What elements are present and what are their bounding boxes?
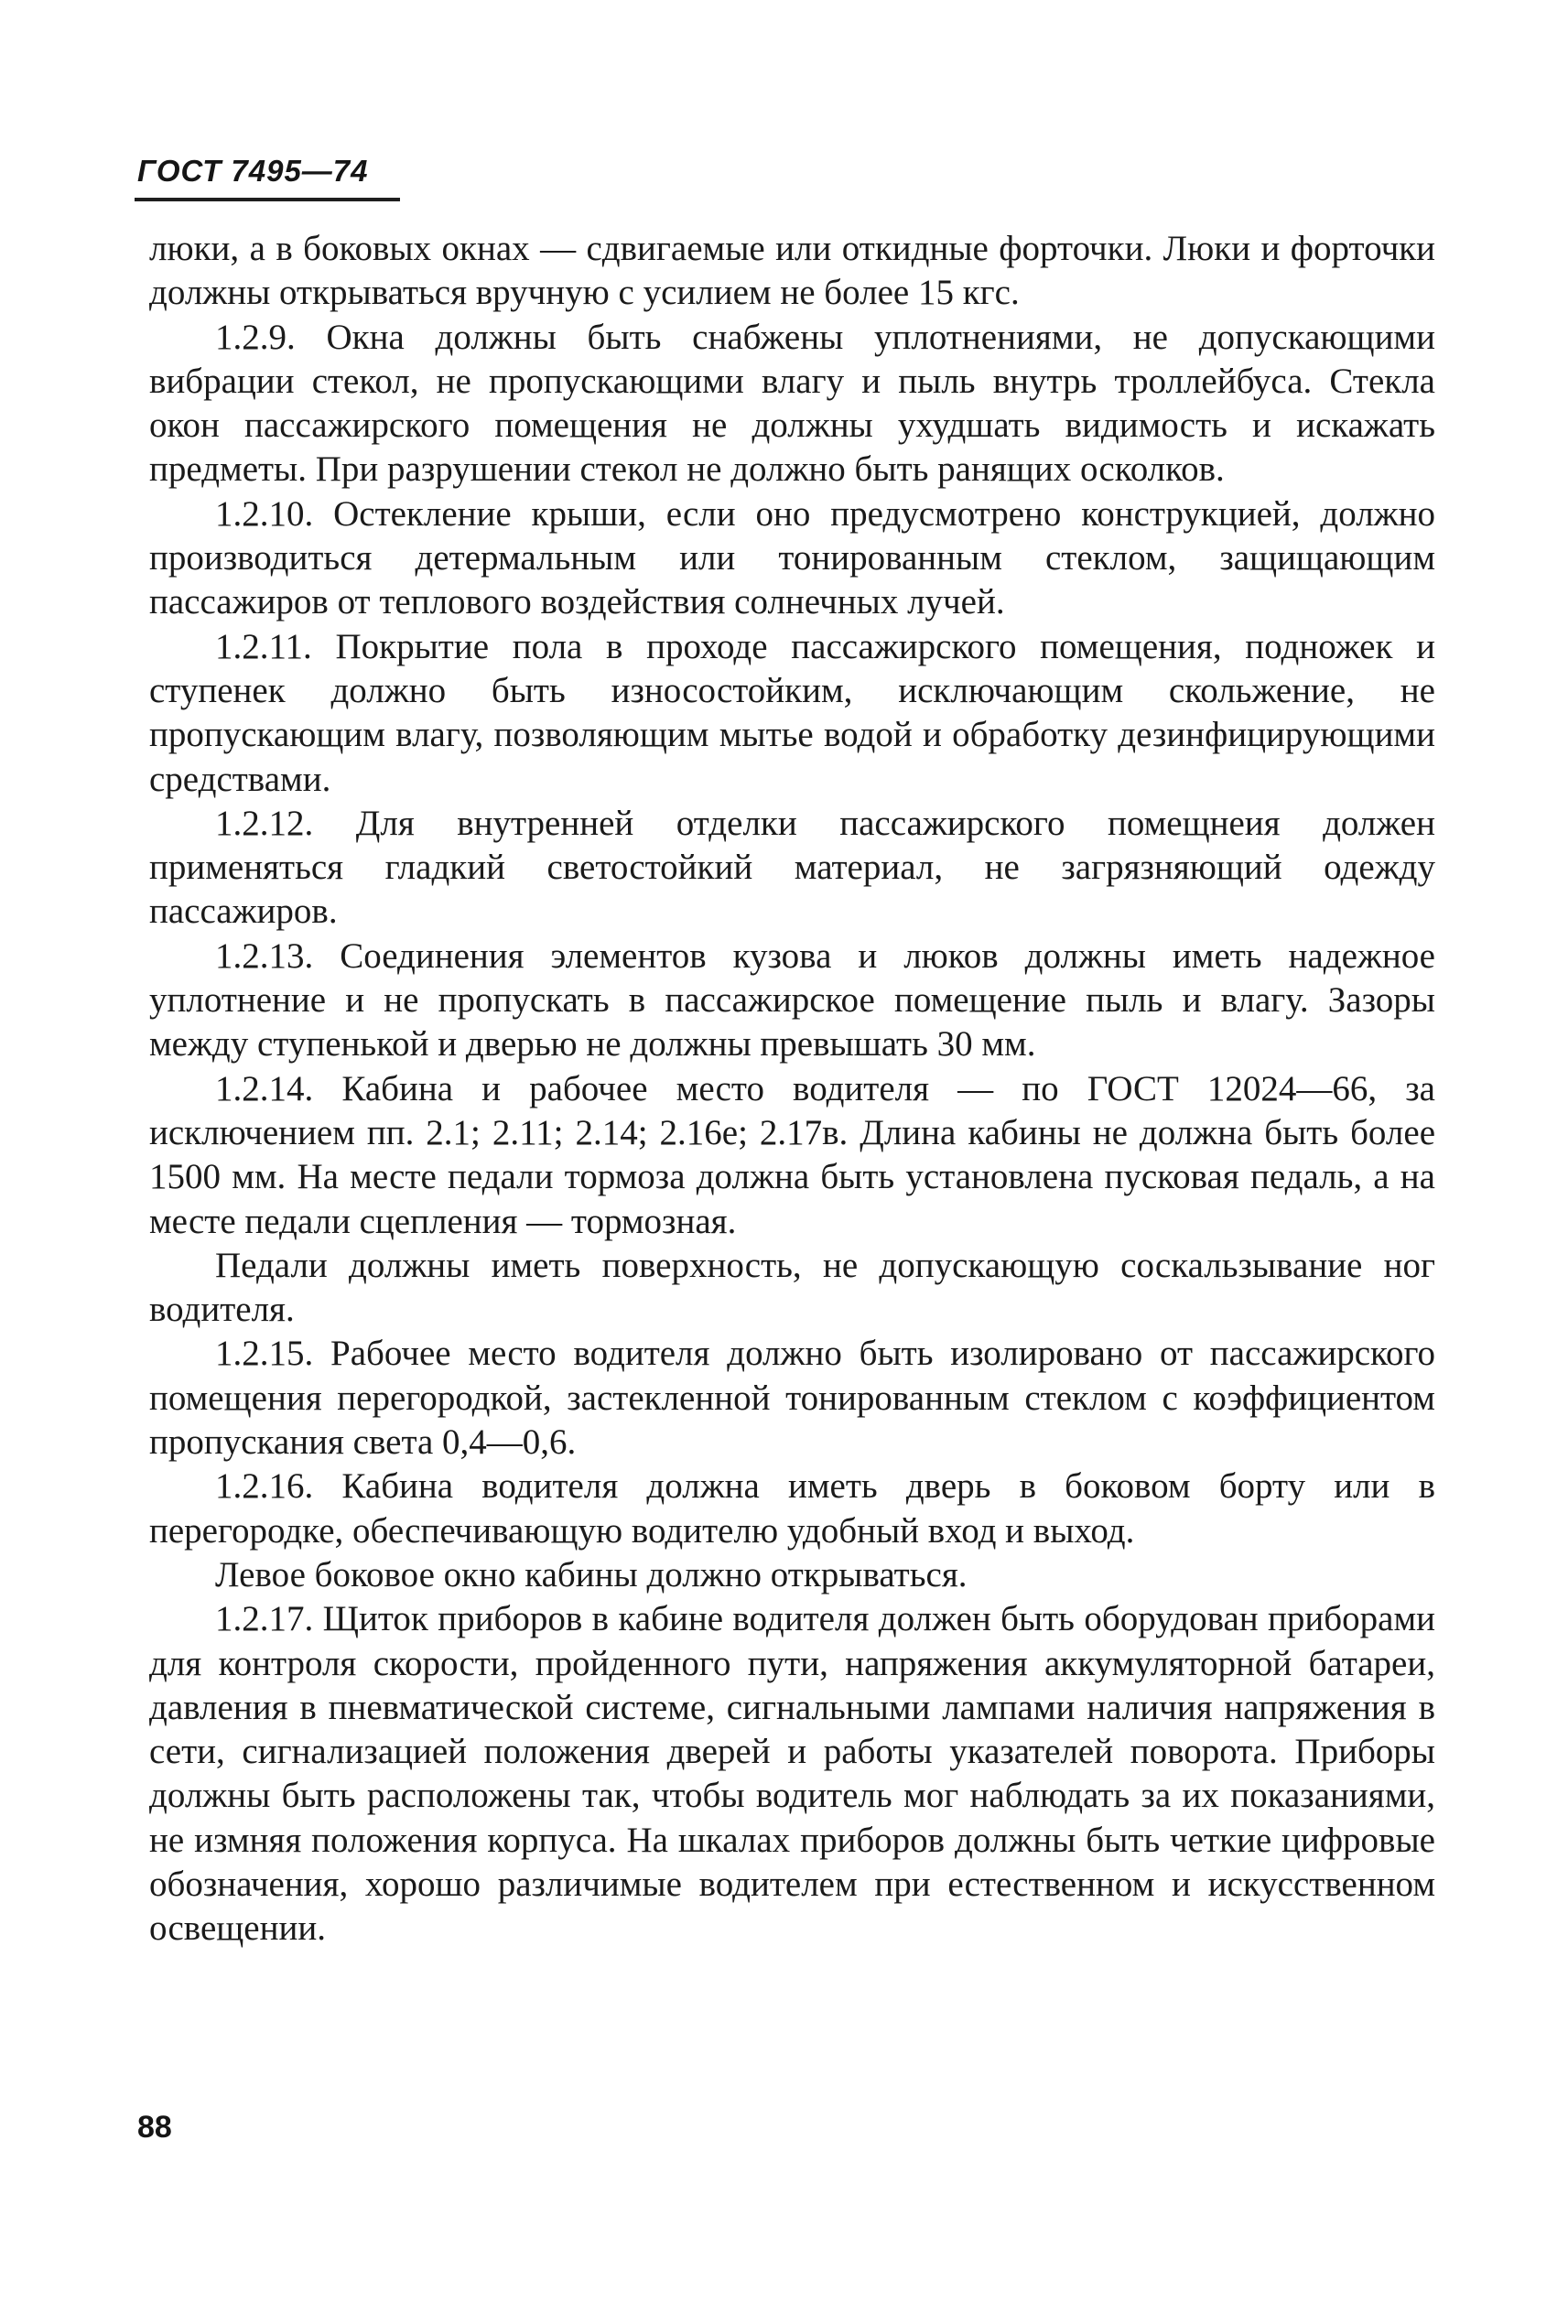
document-body (149, 227, 1435, 1951)
paragraph-1-2-14: 1.2.14. Кабина и рабочее место водителя — по ГОСТ 12024—66, за исключением пп. 2.1; 2.11; 2.14; 2.16е; 2.17в. Длина кабины не должна быть более 1500 мм. На месте педали тормоза должна быть установлена пусковая педаль, а на месте педали сцепления — тормозная. (149, 1068, 1435, 1241)
paragraph-1-2-10: 1.2.10. Остекление крыши, если оно предусмотрено конструкцией, должно производиться детермальным или тонированным стеклом, защищающим пассажиров от теплового воздействия солнечных лучей. (149, 493, 1435, 622)
paragraph-pedals: Педали должны иметь поверхность, не допускающую соскальзывание ног водителя. (149, 1245, 1435, 1330)
paragraph-continuation: люки, а в боковых окнах — сдвигаемые или откидные форточки. Люки и форточки должны открываться вручную с усилием не более 15 кгс. (149, 229, 1435, 313)
header-rule (135, 198, 400, 201)
paragraph-1-2-13: 1.2.13. Соединения элементов кузова и люков должны иметь надежное уплотнение и не пропускать в пассажирское помещение пыль и влагу. Зазоры между ступенькой и дверью не должны превышать 30 мм. (149, 935, 1435, 1065)
paragraph-1-2-12: 1.2.12. Для внутренней отделки пассажирского помещнеия должен применяться гладкий светостойкий материал, не загрязняющий одежду пассажиров. (149, 803, 1435, 932)
paragraph-1-2-17: 1.2.17. Щиток приборов в кабине водителя должен быть оборудован приборами для контроля скорости, пройденного пути, напряжения аккумуляторной батареи, давления в пневматической системе, сигнальными лампами наличия напряжения в сети, сигнализацией положения дверей и работы указателей поворота. Приборы должны быть расположены так, чтобы водитель мог наблюдать за их показаниями, не измняя положения корпуса. На шкалах приборов должны быть четкие цифровые обозначения, хорошо различимые водителем при естественном и искусственном освещении. (149, 1599, 1435, 1949)
paragraph-1-2-11: 1.2.11. Покрытие пола в проходе пассажирского помещения, подножек и ступенек должно быть износостойким, исключающим скольжение, не пропускающим влагу, позволяющим мытье водой и обработку дезинфицирующими средствами. (149, 626, 1435, 799)
document-header: ГОСТ 7495—74 (137, 154, 369, 188)
paragraph-1-2-16: 1.2.16. Кабина водителя должна иметь дверь в боковом борту или в перегородке, обеспечивающую водителю удобный вход и выход. (149, 1466, 1435, 1551)
paragraph-1-2-15: 1.2.15. Рабочее место водителя должно быть изолировано от пассажирского помещения перегородкой, застекленной тонированным стеклом с коэффициентом пропускания света 0,4—0,6. (149, 1334, 1435, 1463)
page-number: 88 (137, 2110, 172, 2145)
paragraph-1-2-9: 1.2.9. Окна должны быть снабжены уплотнениями, не допускающими вибрации стекол, не пропускающими влагу и пыль внутрь троллейбуса. Стекла окон пассажирского помещения не должны ухудшать видимость и искажать предметы. При разрушении стекол не должно быть ранящих осколков. (149, 317, 1435, 490)
paragraph-left-window: Левое боковое окно кабины должно открываться. (215, 1554, 968, 1594)
